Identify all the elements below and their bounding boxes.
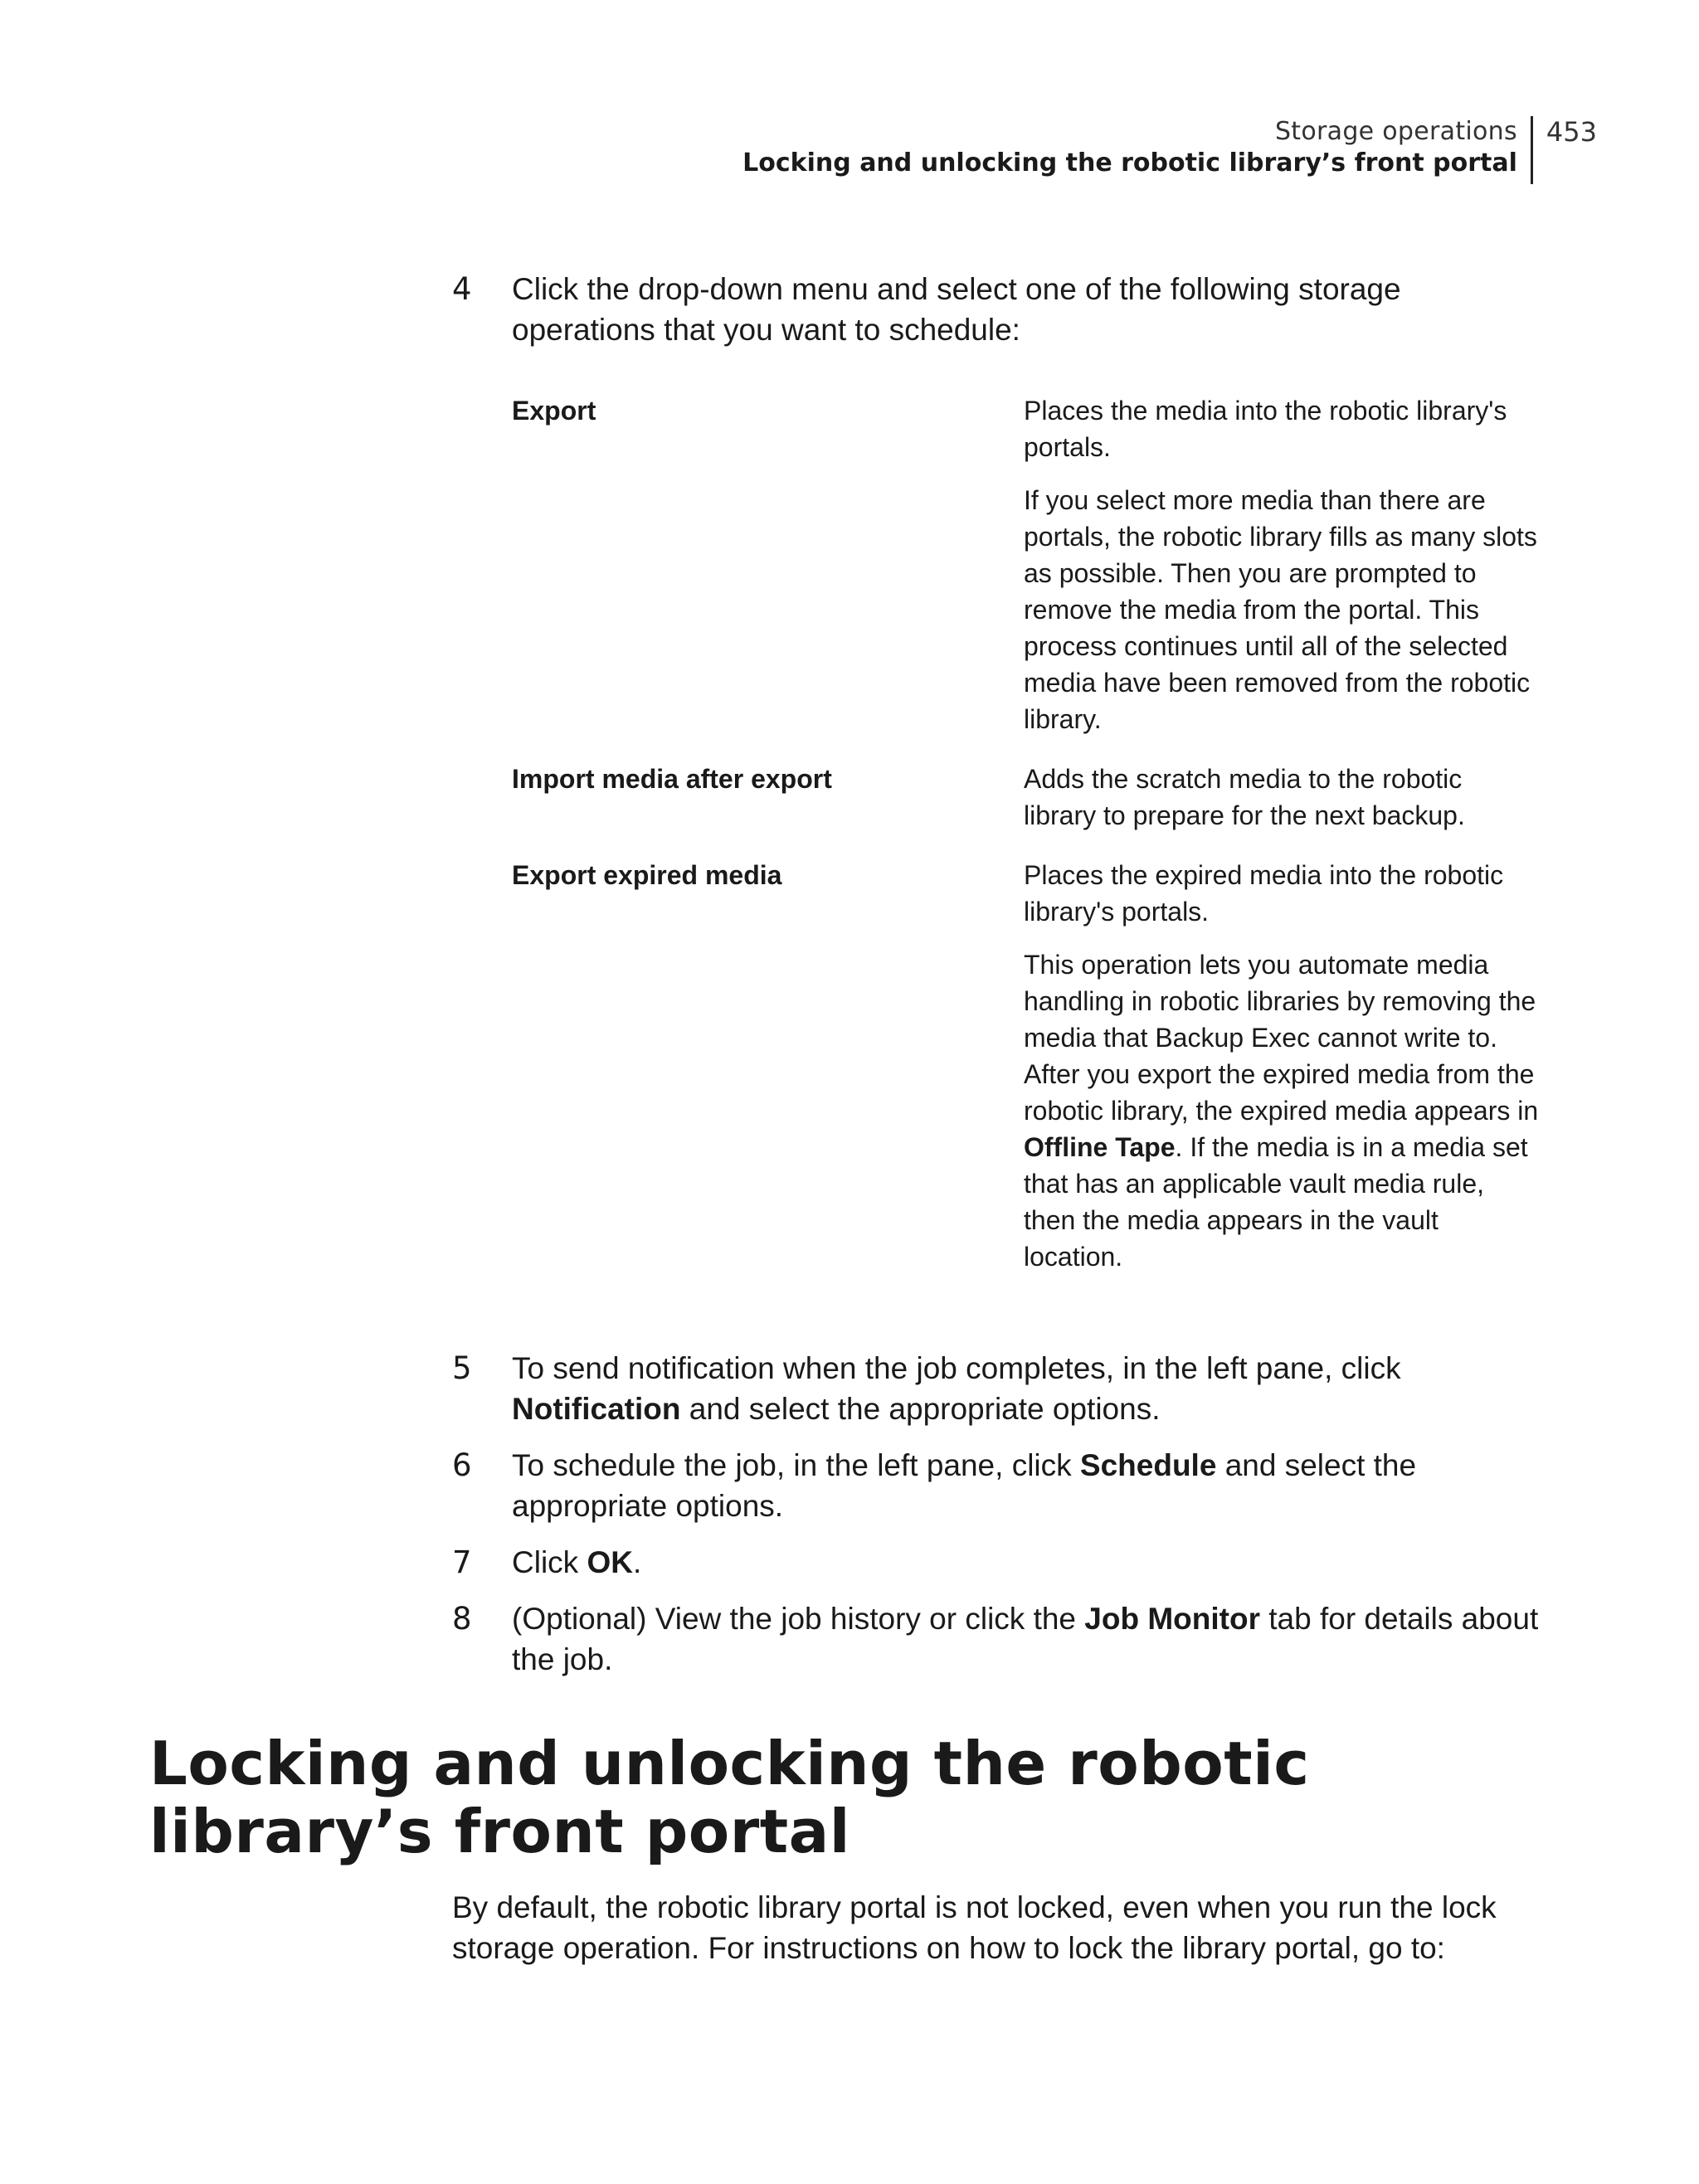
step-number: 7 [452,1544,472,1580]
options-table [512,392,1541,1291]
step-number: 5 [452,1350,472,1386]
option-name: Import media after export [512,764,832,794]
option-row-import-media-after-export [512,761,1541,850]
step-5 [452,1348,1547,1429]
desc-text: . If the media is in a media set that has an applicable vault media rule, then the media appears in the vault location. [1024,1132,1528,1272]
option-name: Export expired media [512,860,782,890]
step-text: Click OK. [512,1545,642,1579]
option-row-export-expired-media [512,857,1541,1291]
ui-term-notification: Notification [512,1392,681,1426]
step-text: To schedule the job, in the left pane, click Schedule and select the appropriate options. [512,1448,1417,1523]
step-8 [452,1598,1547,1680]
header-subtitle: Locking and unlocking the robotic library’s front portal [742,148,1517,178]
step-number: 4 [452,271,472,307]
header-section-title: Storage operations [1274,117,1517,146]
option-row-export [512,392,1541,754]
step-text: Click the drop-down menu and select one of the following storage operations that you want to schedule: [512,272,1401,347]
step-6 [452,1445,1547,1526]
option-description [1024,761,1541,850]
ui-term-job-monitor: Job Monitor [1084,1602,1260,1636]
page-number: 453 [1546,116,1597,148]
step-number: 6 [452,1447,472,1483]
step-4 [452,269,1547,350]
step-text: (Optional) View the job history or click the Job Monitor tab for details about the job. [512,1602,1539,1676]
option-desc-paragraph: Places the expired media into the robotic library's portals. [1024,860,1504,927]
step-7 [452,1542,1547,1583]
ui-term-ok: OK [587,1545,633,1579]
ui-term-schedule: Schedule [1079,1448,1217,1482]
option-desc-paragraph: Adds the scratch media to the robotic library to prepare for the next backup. [1024,764,1465,830]
body-paragraph: By default, the robotic library portal is not locked, even when you run the lock storage operation. For instructions on how to lock the library portal, go to: [452,1890,1497,1965]
ui-term-offline-tape: Offline Tape [1024,1132,1176,1162]
option-desc-paragraph: If you select more media than there are portals, the robotic library fills as many slots as possible. Then you are prompted to remove the media from the portal. This process continues until all of the selected media have been removed from the robotic library. [1024,485,1537,734]
step-text: To send notification when the job completes, in the left pane, click Notification and select the appropriate options. [512,1351,1401,1426]
option-desc-paragraph: Places the media into the robotic library's portals. [1024,396,1507,462]
option-description [1024,857,1541,1291]
option-name: Export [512,396,596,426]
desc-text: This operation lets you automate media handling in robotic libraries by removing the media that Backup Exec cannot write to. After you export the expired media from the robotic library, the expired media appears in [1024,950,1539,1126]
running-header [742,116,1597,184]
option-desc-paragraph [1024,946,1541,1275]
step-number: 8 [452,1601,472,1637]
option-description [1024,392,1541,754]
running-header-text [742,116,1533,184]
section-heading: Locking and unlocking the robotic library’s front portal [149,1729,1310,1866]
